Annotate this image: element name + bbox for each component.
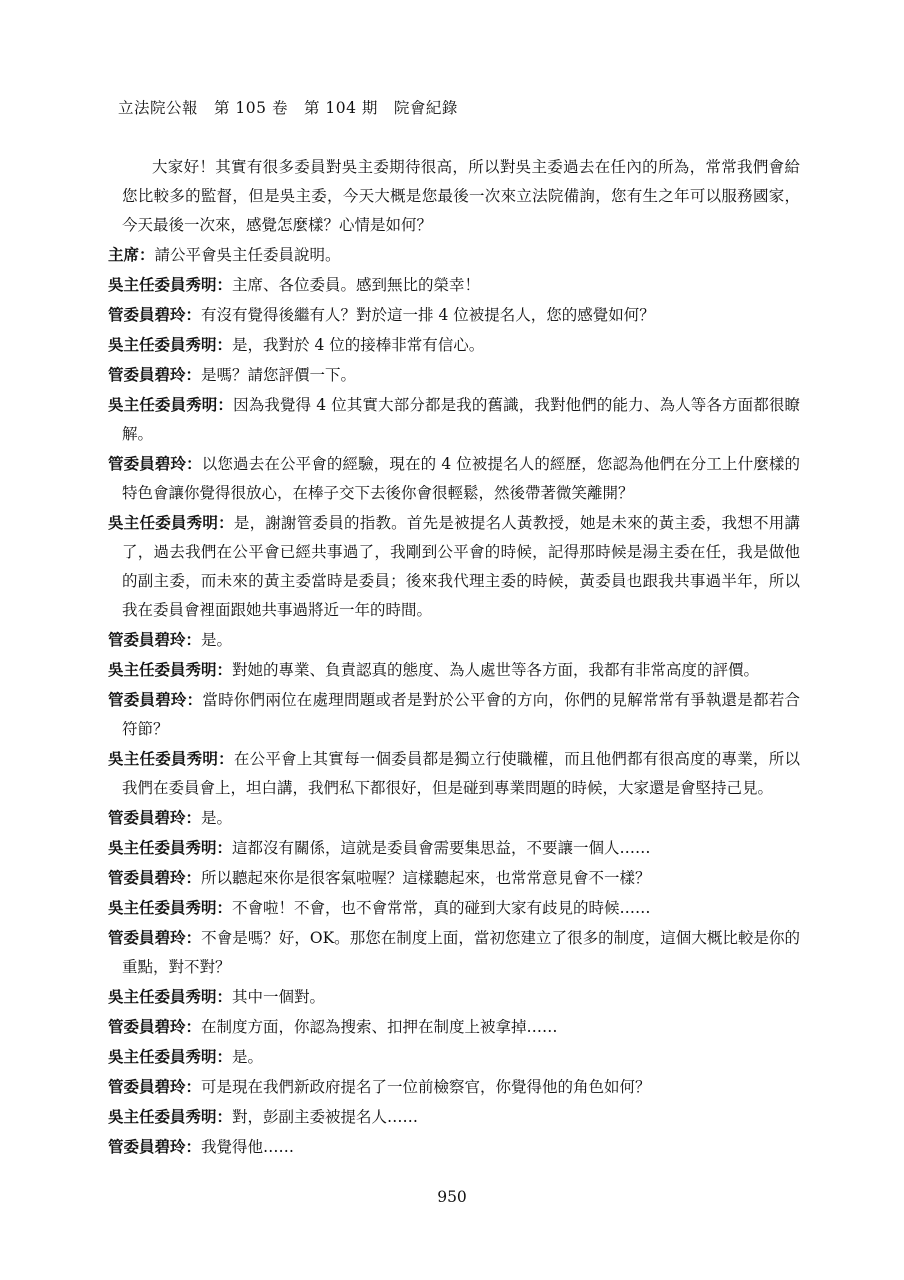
transcript-paragraph	[108, 982, 800, 1012]
speech-text: 是，謝謝管委員的指教。首先是被提名人黃教授，她是未來的黃主委，我想不用講了，過去我們在公平會已經共事過了，我剛到公平會的時候，記得那時候是湯主委在任，我是做他的副主委，而未來的黃主委當時是委員；後來我代理主委的時候，黃委員也跟我共事過半年，所以我在委員會裡面跟她共事過將近一年的時間。	[122, 514, 800, 619]
transcript-paragraph	[108, 1012, 800, 1042]
speech-text: 對，彭副主委被提名人……	[232, 1108, 419, 1126]
speaker-label: 吳主任委員秀明：	[108, 898, 233, 917]
speaker-label: 吳主任委員秀明：	[108, 395, 234, 414]
speech-text: 可是現在我們新政府提名了一位前檢察官，你覺得他的角色如何？	[201, 1078, 651, 1096]
speech-text: 大家好！其實有很多委員對吳主委期待很高，所以對吳主委過去在任內的所為，常常我們會給您比較多的監督，但是吳主委，今天大概是您最後一次來立法院備詢，您有生之年可以服務國家，今天最後一次來，感覺怎麼樣？心情是如何？	[122, 158, 800, 234]
speaker-label: 管委員碧玲：	[108, 1017, 202, 1036]
speaker-label: 吳主任委員秀明：	[108, 838, 233, 857]
transcript-paragraph	[108, 390, 800, 449]
speech-text: 不會是嗎？好，OK。那您在制度上面，當初您建立了很多的制度，這個大概比較是你的重點，對不對？	[122, 929, 800, 976]
speech-text: 對她的專業、負責認真的態度、為人處世等各方面，我都有非常高度的評價。	[232, 661, 760, 679]
speech-text: 不會啦！不會，也不會常常，真的碰到大家有歧見的時候……	[232, 899, 651, 917]
speaker-label: 管委員碧玲：	[108, 868, 202, 887]
speech-text: 在制度方面，你認為搜索、扣押在制度上被拿掉……	[201, 1018, 558, 1036]
speaker-label: 吳主任委員秀明：	[108, 660, 233, 679]
transcript-paragraph	[108, 863, 800, 893]
speech-text: 因為我覺得 4 位其實大部分都是我的舊識，我對他們的能力、為人等各方面都很瞭解。	[122, 396, 800, 443]
speech-text: 有沒有覺得後繼有人？對於這一排 4 位被提名人，您的感覺如何？	[201, 306, 655, 324]
speaker-label: 主席：	[108, 245, 155, 264]
speech-text: 是。	[201, 631, 233, 649]
transcript-body	[108, 152, 800, 1162]
speaker-label: 管委員碧玲：	[108, 1137, 202, 1156]
speech-text: 是。	[232, 1048, 264, 1066]
transcript-paragraph	[108, 1102, 800, 1132]
speaker-label: 管委員碧玲：	[108, 928, 202, 947]
speaker-label: 管委員碧玲：	[108, 690, 203, 709]
speaker-label: 管委員碧玲：	[108, 454, 202, 473]
transcript-paragraph	[108, 449, 800, 508]
transcript-paragraph	[108, 270, 800, 300]
transcript-paragraph	[108, 508, 800, 625]
speaker-label: 吳主任委員秀明：	[108, 1107, 233, 1126]
transcript-paragraph	[108, 1042, 800, 1072]
speech-text: 當時你們兩位在處理問題或者是對於公平會的方向，你們的見解常常有爭執還是都若合符節？	[122, 691, 800, 738]
speech-text: 以您過去在公平會的經驗，現在的 4 位被提名人的經歷，您認為他們在分工上什麼樣的特色會讓你覺得很放心，在棒子交下去後你會很輕鬆，然後帶著微笑離開？	[122, 455, 800, 502]
speaker-label: 管委員碧玲：	[108, 305, 202, 324]
speaker-label: 管委員碧玲：	[108, 630, 202, 649]
transcript-paragraph	[108, 893, 800, 923]
transcript-paragraph	[108, 685, 800, 744]
transcript-paragraph	[108, 152, 800, 240]
transcript-paragraph	[108, 360, 800, 390]
speech-text: 其中一個對。	[232, 988, 326, 1006]
transcript-paragraph	[108, 1072, 800, 1102]
transcript-paragraph	[108, 330, 800, 360]
speech-text: 請公平會吳主任委員說明。	[154, 246, 341, 264]
speaker-label: 吳主任委員秀明：	[108, 513, 234, 532]
transcript-paragraph	[108, 744, 800, 803]
speaker-label: 吳主任委員秀明：	[108, 1047, 233, 1066]
speech-text: 主席、各位委員。感到無比的榮幸！	[232, 276, 481, 294]
transcript-paragraph	[108, 833, 800, 863]
transcript-paragraph	[108, 803, 800, 833]
transcript-paragraph	[108, 240, 800, 270]
speech-text: 是。	[201, 809, 233, 827]
speaker-label: 管委員碧玲：	[108, 1077, 202, 1096]
speech-text: 是，我對於 4 位的接棒非常有信心。	[232, 336, 485, 354]
speech-text: 這都沒有關係，這就是委員會需要集思益，不要讓一個人……	[232, 839, 651, 857]
transcript-paragraph	[108, 923, 800, 982]
speaker-label: 吳主任委員秀明：	[108, 749, 234, 768]
speech-text: 所以聽起來你是很客氣啦喔？這樣聽起來，也常常意見會不一樣？	[201, 869, 651, 887]
transcript-paragraph	[108, 300, 800, 330]
speaker-label: 管委員碧玲：	[108, 365, 202, 384]
transcript-paragraph	[108, 1132, 800, 1162]
speech-text: 在公平會上其實每一個委員都是獨立行使職權，而且他們都有很高度的專業，所以我們在委員會上，坦白講，我們私下都很好，但是碰到專業問題的時候，大家還是會堅持己見。	[122, 750, 800, 797]
speech-text: 是嗎？請您評價一下。	[201, 366, 357, 384]
speaker-label: 管委員碧玲：	[108, 808, 202, 827]
speech-text: 我覺得他……	[201, 1138, 295, 1156]
page-number: 950	[437, 1188, 467, 1206]
speaker-label: 吳主任委員秀明：	[108, 335, 233, 354]
page-header: 立法院公報 第 105 卷 第 104 期 院會紀錄	[118, 99, 458, 117]
transcript-paragraph	[108, 655, 800, 685]
speaker-label: 吳主任委員秀明：	[108, 987, 233, 1006]
speaker-label: 吳主任委員秀明：	[108, 275, 233, 294]
transcript-paragraph	[108, 625, 800, 655]
